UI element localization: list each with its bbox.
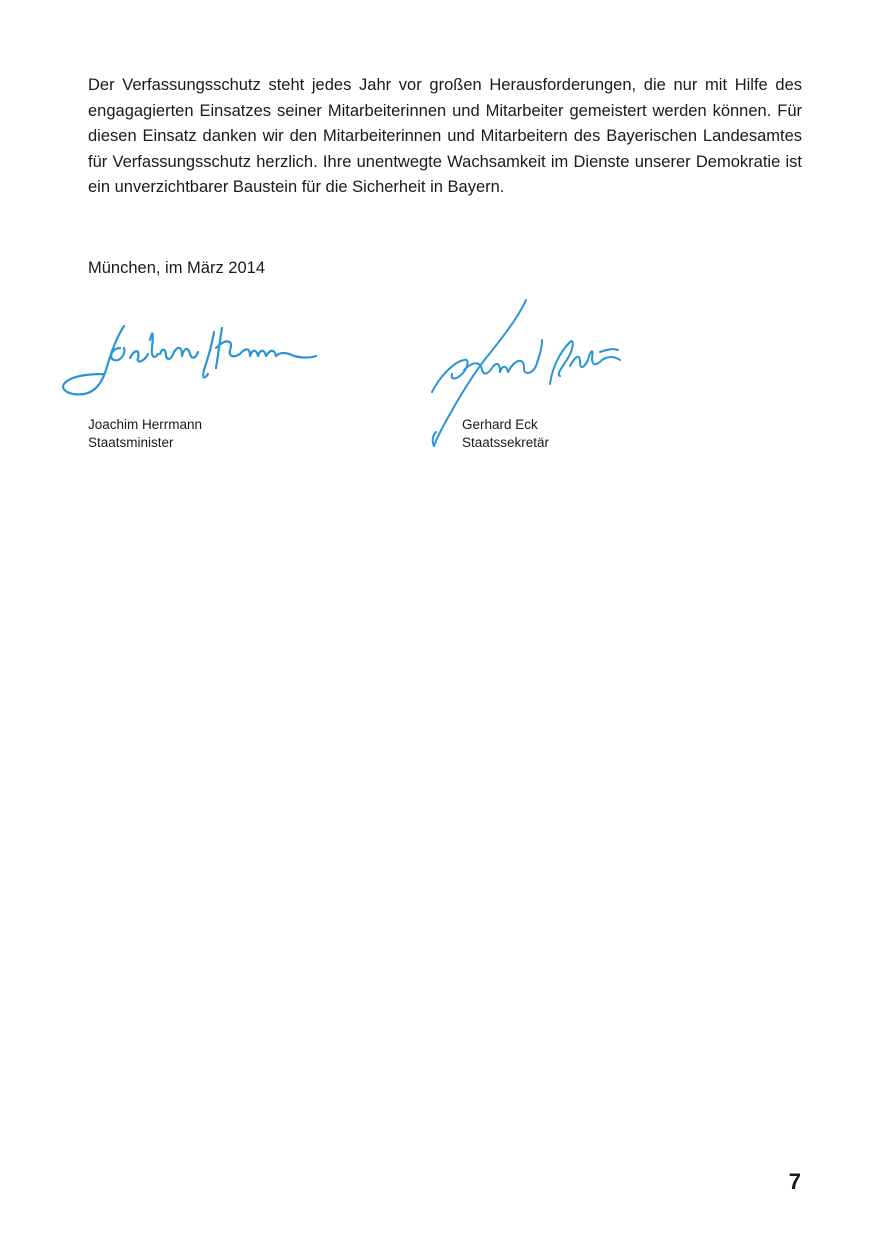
page-number: 7: [788, 1169, 801, 1194]
place-date: München, im März 2014: [88, 259, 265, 277]
signer-name: Joachim Herrmann: [88, 417, 203, 432]
signer-herrmann: [88, 416, 202, 452]
signer-name: Gerhard Eck: [462, 417, 538, 432]
signer-eck: [462, 416, 549, 452]
body-paragraph: Der Verfassungsschutz steht jedes Jahr vor großen Herausforderungen, die nur mit Hilfe des engagagierten Einsatzes seiner Mitarbeiterinnen und Mitarbeiter gemeistert werden können. Für diesen Einsatz danken wir den Mitarbeiterinnen und Mitarbeitern des Bayerischen Landesamtes für Verfassungsschutz herzlich. Ihre unentwegte Wachsamkeit im Dienste unserer Demokratie ist ein unverzichtbarer Baustein für die Sicherheit in Bayern.: [88, 76, 802, 196]
signer-title: Staatssekretär: [462, 435, 550, 450]
signer-title: Staatsminister: [88, 435, 174, 450]
signature-herrmann: [54, 318, 318, 406]
